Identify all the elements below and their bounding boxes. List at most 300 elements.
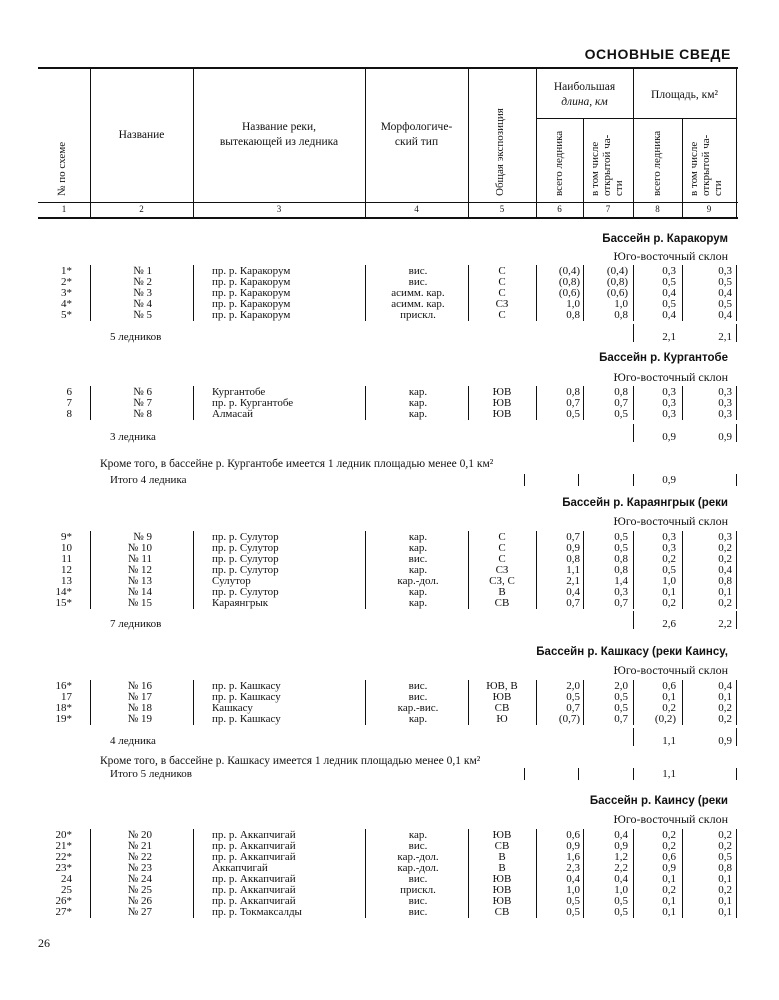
table-cell: Ю	[496, 713, 508, 725]
column-tick	[193, 680, 194, 725]
column-tick	[682, 531, 683, 609]
table-cell: 0,2	[662, 884, 676, 896]
table-cell: № 24	[127, 873, 152, 885]
column-tick	[736, 265, 737, 321]
column-number: 8	[655, 204, 660, 214]
table-cell: 2,0	[614, 680, 628, 692]
header-col7-line1: в том числе	[589, 141, 601, 196]
section-total-label: 3 ледника	[110, 431, 156, 443]
table-cell: СВ	[494, 906, 510, 918]
table-cell: кар.	[408, 713, 428, 725]
column-tick	[633, 424, 634, 442]
table-cell: 1,2	[614, 851, 628, 863]
header-col8: всего ледника	[651, 130, 663, 196]
column-number: 4	[414, 204, 419, 214]
table-cell: кар.	[408, 408, 428, 420]
column-number: 3	[276, 204, 282, 214]
section-total-area: 0,9	[662, 431, 676, 443]
table-cell: 27*	[55, 906, 72, 918]
table-cell: (0,6)	[606, 287, 628, 299]
column-tick	[365, 680, 366, 725]
table-cell: № 7	[133, 397, 152, 409]
table-cell: 0,3	[662, 265, 676, 277]
table-cell: Кургантобе	[212, 386, 266, 398]
section-note: Кроме того, в бассейне р. Кургантобе имеется 1 ледник площадью менее 0,1 км²	[100, 458, 494, 470]
column-tick	[468, 531, 469, 609]
table-cell: 0,1	[718, 906, 732, 918]
column-tick	[682, 829, 683, 918]
table-cell: 3*	[61, 287, 72, 299]
table-cell: 2,3	[566, 862, 580, 874]
table-cell: кар.	[408, 564, 428, 576]
table-cell: 0,8	[614, 309, 628, 321]
section-total-area: 1,1	[662, 735, 676, 747]
table-cell: 0,8	[566, 386, 580, 398]
section-total-label: 5 ледников	[110, 331, 162, 343]
header-col3-line1: Название реки,	[241, 121, 317, 133]
table-cell: 0,2	[662, 840, 676, 852]
table-cell: 2*	[61, 276, 72, 288]
column-tick	[736, 728, 737, 746]
table-cell: 0,5	[718, 276, 732, 288]
table-cell: С	[498, 309, 506, 321]
column-tick	[736, 386, 737, 420]
column-tick	[633, 386, 634, 420]
table-cell: кар.-дол.	[397, 851, 439, 863]
basin-heading: Бассейн р. Караянгрык (реки	[562, 497, 728, 509]
table-cell: 17	[61, 691, 72, 703]
table-cell: 0,2	[662, 702, 676, 714]
column-tick	[536, 680, 537, 725]
table-cell: ЮВ	[492, 691, 512, 703]
header-area-group: Площадь, км²	[651, 89, 718, 101]
column-number: 6	[557, 204, 562, 214]
table-cell: 0,3	[718, 531, 732, 543]
column-tick	[524, 474, 525, 486]
table-cell: № 14	[127, 586, 152, 598]
table-cell: Алмасай	[212, 408, 253, 420]
table-cell: № 19	[127, 713, 152, 725]
table-cell: № 25	[127, 884, 152, 896]
column-tick	[633, 265, 634, 321]
table-cell: 0,6	[662, 851, 676, 863]
header-col4-line1: Морфологиче-	[380, 121, 453, 133]
table-cell: № 2	[133, 276, 152, 288]
table-cell: 0,1	[718, 895, 732, 907]
table-cell: № 22	[127, 851, 152, 863]
table-cell: № 8	[133, 408, 152, 420]
table-cell: 0,7	[566, 397, 580, 409]
section-total-open: 0,9	[718, 431, 732, 443]
table-cell: 0,3	[662, 542, 676, 554]
table-cell: 0,8	[614, 564, 628, 576]
table-cell: 0,1	[718, 586, 732, 598]
header-length-line2: длина, км	[561, 96, 608, 108]
table-cell: 16*	[55, 680, 72, 692]
section-itogo-area: 0,9	[662, 474, 676, 486]
column-number: 5	[499, 204, 505, 214]
table-cell: пр. р. Кашкасу	[212, 680, 281, 692]
table-cell: пр. р. Сулутор	[212, 553, 279, 565]
column-tick	[583, 829, 584, 918]
table-cell: 0,7	[566, 702, 580, 714]
table-cell: 0,5	[614, 906, 628, 918]
table-cell: 0,2	[662, 597, 676, 609]
table-cell: ЮВ, В	[486, 680, 518, 692]
column-tick	[365, 829, 366, 918]
column-number: 1	[61, 204, 67, 214]
table-cell: 1,4	[614, 575, 628, 587]
column-tick	[468, 829, 469, 918]
table-cell: 0,5	[566, 408, 580, 420]
table-cell: 0,5	[662, 564, 676, 576]
column-tick	[90, 829, 91, 918]
table-cell: 0,5	[718, 298, 732, 310]
table-cell: 12	[61, 564, 72, 576]
table-cell: 21*	[55, 840, 72, 852]
table-cell: 26*	[55, 895, 72, 907]
table-cell: 0,7	[566, 531, 580, 543]
table-cell: 0,7	[614, 713, 628, 725]
table-cell: пр. р. Кашкасу	[212, 713, 281, 725]
table-cell: прискл.	[400, 884, 436, 896]
section-itogo-label: Итого 4 ледника	[110, 474, 187, 486]
section-itogo-label: Итого 5 ледников	[110, 768, 192, 780]
table-cell: 2,0	[566, 680, 580, 692]
table-cell: № 1	[133, 265, 152, 277]
table-cell: 0,3	[718, 397, 732, 409]
table-cell: 0,4	[662, 287, 676, 299]
table-cell: ЮВ	[492, 397, 512, 409]
column-tick	[193, 531, 194, 609]
table-cell: 1,0	[662, 575, 676, 587]
table-cell: кар.-вис.	[397, 702, 439, 714]
column-tick	[468, 680, 469, 725]
header-col-divider	[583, 118, 584, 217]
section-total-label: 4 ледника	[110, 735, 156, 747]
header-col-divider	[682, 118, 683, 217]
table-cell: 0,7	[614, 597, 628, 609]
table-cell: (0,8)	[558, 276, 580, 288]
column-tick	[583, 386, 584, 420]
table-cell: 0,5	[614, 408, 628, 420]
basin-heading: Бассейн р. Кургантобе	[599, 352, 728, 364]
table-cell: № 21	[127, 840, 152, 852]
table-cell: 0,1	[662, 906, 676, 918]
column-tick	[193, 265, 194, 321]
table-cell: пр. р. Аккапчигай	[212, 884, 296, 896]
column-tick	[736, 768, 737, 780]
table-cell: пр. р. Кашкасу	[212, 691, 281, 703]
table-cell: вис.	[408, 553, 428, 565]
table-cell: В	[498, 586, 506, 598]
table-cell: 1,0	[566, 884, 580, 896]
slope-heading: Юго-восточный склон	[613, 514, 728, 528]
section-note: Кроме того, в бассейне р. Кашкасу имеется 1 ледник площадью менее 0,1 км²	[100, 755, 481, 767]
section-total-area: 2,1	[662, 331, 676, 343]
table-cell: вис.	[408, 873, 428, 885]
table-cell: 0,8	[614, 553, 628, 565]
column-tick	[583, 680, 584, 725]
column-tick	[736, 324, 737, 342]
table-cell: № 9	[133, 531, 152, 543]
table-cell: 0,4	[718, 680, 732, 692]
table-cell: 6	[66, 386, 72, 398]
table-cell: 11	[61, 553, 72, 565]
header-col7	[589, 135, 625, 196]
column-tick	[536, 531, 537, 609]
table-cell: 0,2	[718, 840, 732, 852]
basin-heading: Бассейн р. Каракорум	[602, 233, 728, 245]
table-cell: 23*	[55, 862, 72, 874]
table-cell: 0,3	[662, 408, 676, 420]
slope-heading: Юго-восточный склон	[613, 812, 728, 826]
table-cell: 0,3	[662, 397, 676, 409]
table-cell: кар.	[408, 397, 428, 409]
table-cell: кар.	[408, 597, 428, 609]
table-cell: 0,1	[718, 873, 732, 885]
table-cell: В	[498, 851, 506, 863]
slope-heading: Юго-восточный склон	[613, 370, 728, 384]
table-cell: пр. р. Аккапчигай	[212, 829, 296, 841]
slope-heading: Юго-восточный склон	[613, 663, 728, 677]
table-cell: В	[498, 862, 506, 874]
table-cell: вис.	[408, 906, 428, 918]
table-cell: 4*	[61, 298, 72, 310]
table-cell: № 15	[127, 597, 152, 609]
column-tick	[468, 265, 469, 321]
header-col-divider	[736, 68, 737, 217]
column-tick	[736, 424, 737, 442]
table-cell: 0,9	[566, 840, 580, 852]
table-cell: 0,5	[718, 851, 732, 863]
table-cell: ЮВ	[492, 386, 512, 398]
table-cell: СЗ	[495, 564, 509, 576]
table-cell: пр. р. Сулутор	[212, 586, 279, 598]
header-length-line1: Наибольшая	[553, 81, 616, 93]
table-cell: 0,2	[718, 713, 732, 725]
table-cell: 1,0	[614, 884, 628, 896]
section-total-open: 0,9	[718, 735, 732, 747]
header-col9-line2: открытой ча-	[700, 134, 712, 196]
table-cell: 0,7	[614, 397, 628, 409]
table-cell: Сулутор	[212, 575, 251, 587]
header-col9-line1: в том числе	[688, 141, 700, 196]
table-cell: 0,5	[662, 276, 676, 288]
column-number: 9	[706, 204, 712, 214]
table-cell: 0,8	[718, 575, 732, 587]
header-col2: Название	[118, 129, 165, 141]
table-cell: пр. р. Каракорум	[212, 298, 291, 310]
section-itogo-area: 1,1	[662, 768, 676, 780]
table-cell: 0,8	[614, 386, 628, 398]
table-cell: кар.	[408, 542, 428, 554]
table-cell: 1,0	[566, 298, 580, 310]
header-col4-line2: ский тип	[394, 136, 439, 148]
header-col9	[688, 135, 724, 196]
column-tick	[468, 386, 469, 420]
table-cell: 0,2	[718, 542, 732, 554]
table-cell: пр. р. Аккапчигай	[212, 873, 296, 885]
table-cell: пр. р. Сулутор	[212, 531, 279, 543]
column-tick	[583, 265, 584, 321]
table-cell: № 5	[133, 309, 152, 321]
page-number: 26	[38, 936, 50, 950]
table-cell: Караянгрык	[212, 597, 269, 609]
table-cell: № 18	[127, 702, 152, 714]
table-cell: 0,2	[718, 702, 732, 714]
table-cell: 0,3	[614, 586, 628, 598]
table-cell: 15*	[55, 597, 72, 609]
table-cell: 0,4	[614, 873, 628, 885]
basin-heading: Бассейн р. Кашкасу (реки Каинсу,	[536, 646, 728, 658]
table-cell: № 10	[127, 542, 152, 554]
table-cell: вис.	[408, 895, 428, 907]
table-cell: № 11	[128, 553, 152, 565]
table-cell: пр. р. Каракорум	[212, 276, 291, 288]
table-cell: 7	[66, 397, 72, 409]
column-tick	[633, 728, 634, 746]
column-tick	[365, 531, 366, 609]
column-tick	[736, 531, 737, 609]
table-cell: кар.	[408, 386, 428, 398]
table-cell: № 13	[127, 575, 152, 587]
table-cell: 18*	[55, 702, 72, 714]
column-tick	[633, 768, 634, 780]
table-cell: 0,3	[718, 265, 732, 277]
table-cell: 0,9	[614, 840, 628, 852]
table-cell: № 20	[127, 829, 152, 841]
table-cell: 9*	[61, 531, 72, 543]
table-cell: пр. р. Каракорум	[212, 309, 291, 321]
table-cell: (0,7)	[558, 713, 580, 725]
column-tick	[633, 611, 634, 629]
column-tick	[736, 611, 737, 629]
column-tick	[583, 531, 584, 609]
table-cell: ЮВ	[492, 884, 512, 896]
table-cell: № 27	[127, 906, 152, 918]
column-tick	[578, 474, 579, 486]
section-total-open: 2,1	[718, 331, 732, 343]
table-cell: 19*	[55, 713, 72, 725]
column-tick	[578, 768, 579, 780]
table-cell: прискл.	[400, 309, 436, 321]
table-cell: ЮВ	[492, 895, 512, 907]
table-cell: ЮВ	[492, 873, 512, 885]
table-cell: 0,3	[718, 386, 732, 398]
table-cell: С	[498, 287, 506, 299]
column-tick	[536, 265, 537, 321]
column-number: 7	[605, 204, 611, 214]
table-cell: 0,1	[718, 691, 732, 703]
table-cell: пр. р. Сулутор	[212, 564, 279, 576]
table-cell: 0,5	[614, 542, 628, 554]
table-cell: (0,4)	[606, 265, 628, 277]
table-cell: 0,7	[566, 597, 580, 609]
slope-heading: Юго-восточный склон	[613, 249, 728, 263]
table-cell: 2,1	[566, 575, 580, 587]
table-cell: СВ	[494, 840, 510, 852]
table-cell: 0,5	[566, 691, 580, 703]
table-cell: 0,6	[662, 680, 676, 692]
table-cell: 0,6	[566, 829, 580, 841]
table-cell: 25	[61, 884, 72, 896]
table-cell: 0,3	[662, 386, 676, 398]
column-tick	[536, 386, 537, 420]
table-cell: 0,4	[566, 873, 580, 885]
table-cell: 0,8	[718, 862, 732, 874]
table-cell: СЗ, С	[489, 575, 515, 587]
header-bottom-rule	[38, 217, 738, 219]
table-cell: № 26	[127, 895, 152, 907]
table-cell: С	[498, 276, 506, 288]
table-cell: 24	[61, 873, 72, 885]
table-cell: кар.-дол.	[397, 575, 439, 587]
header-col5: Общая экспозиция	[494, 108, 506, 196]
table-cell: 0,4	[662, 309, 676, 321]
table-cell: вис.	[408, 691, 428, 703]
table-cell: 0,1	[662, 586, 676, 598]
table-cell: 0,5	[614, 691, 628, 703]
table-cell: 0,3	[718, 408, 732, 420]
page-title: ОСНОВНЫЕ СВЕДЕ	[584, 46, 731, 62]
header-group-rule	[536, 118, 736, 119]
table-cell: асимм. кар.	[391, 298, 445, 310]
table-cell: 0,4	[718, 309, 732, 321]
table-cell: (0,4)	[558, 265, 580, 277]
column-tick	[682, 386, 683, 420]
header-col3-line2: вытекающей из ледника	[219, 136, 339, 148]
table-cell: № 23	[127, 862, 152, 874]
column-tick	[633, 324, 634, 342]
header-col1: № по схеме	[56, 141, 68, 196]
table-cell: 14*	[55, 586, 72, 598]
column-tick	[90, 386, 91, 420]
table-cell: кар.	[408, 531, 428, 543]
table-cell: вис.	[408, 265, 428, 277]
table-cell: 5*	[61, 309, 72, 321]
table-cell: ЮВ	[492, 829, 512, 841]
table-cell: 0,2	[662, 553, 676, 565]
table-cell: 0,5	[566, 906, 580, 918]
table-cell: 0,2	[718, 597, 732, 609]
table-cell: 0,9	[566, 542, 580, 554]
table-cell: № 3	[133, 287, 152, 299]
table-cell: 0,2	[662, 829, 676, 841]
table-cell: 1,0	[614, 298, 628, 310]
column-tick	[193, 386, 194, 420]
table-cell: 13	[61, 575, 72, 587]
table-cell: пр. р. Аккапчигай	[212, 840, 296, 852]
table-cell: 1,1	[566, 564, 580, 576]
table-cell: 10	[61, 542, 72, 554]
column-tick	[633, 680, 634, 725]
header-length-group	[536, 80, 633, 110]
table-cell: 8	[66, 408, 72, 420]
table-cell: 0,5	[614, 895, 628, 907]
header-col7-line2: открытой ча-	[601, 134, 613, 196]
table-cell: № 12	[127, 564, 152, 576]
table-cell: Кашкасу	[212, 702, 253, 714]
table-cell: 0,1	[662, 691, 676, 703]
section-total-area: 2,6	[662, 618, 676, 630]
table-cell: асимм. кар.	[391, 287, 445, 299]
table-cell: Аккапчигай	[212, 862, 268, 874]
table-cell: 0,1	[662, 873, 676, 885]
table-cell: 0,5	[614, 702, 628, 714]
header-col9-line3: сти	[712, 180, 724, 196]
table-cell: 0,4	[718, 564, 732, 576]
